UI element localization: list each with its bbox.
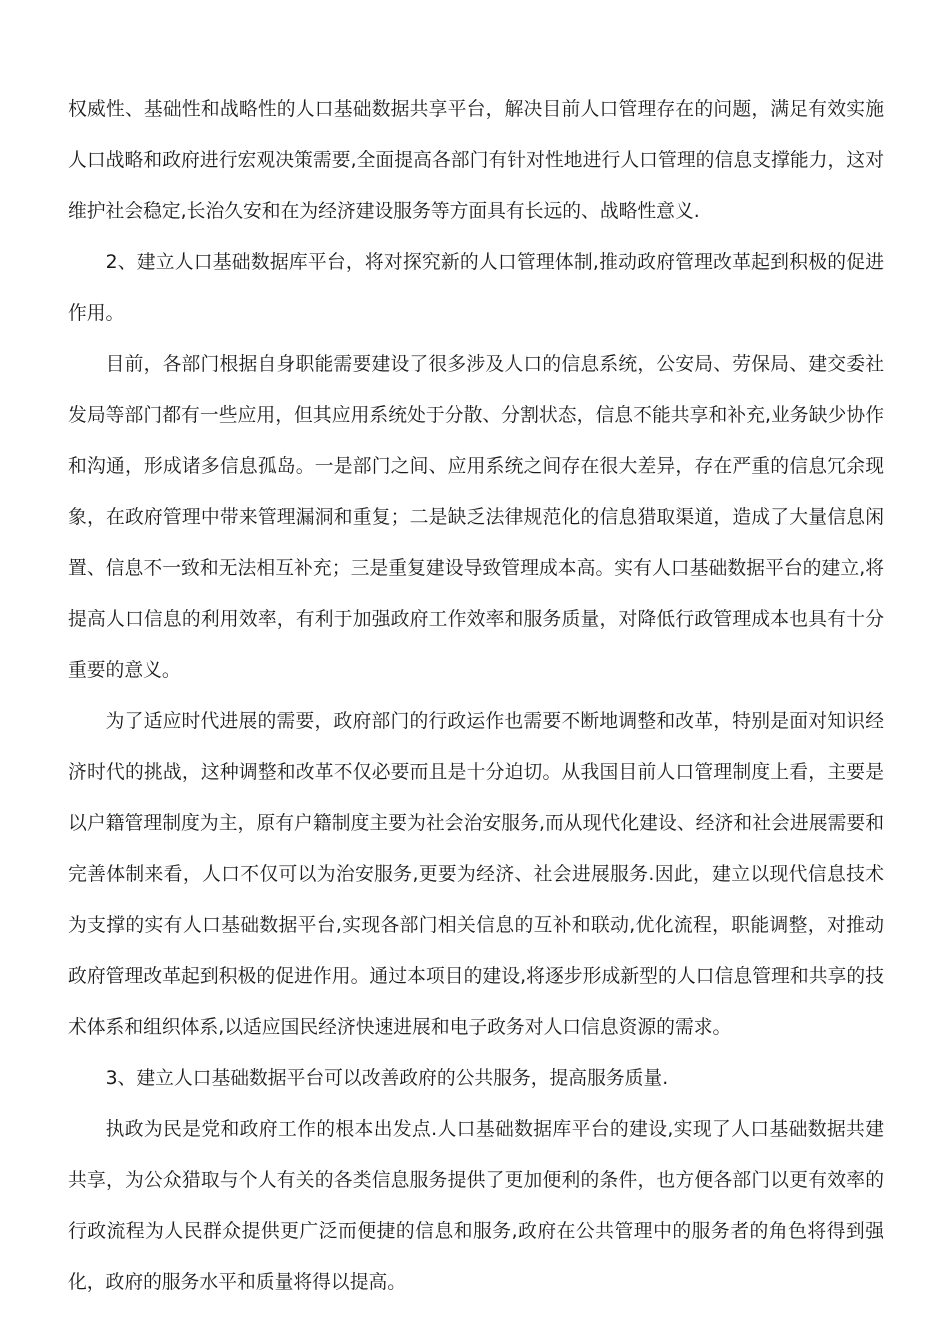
paragraph-continuation: 权威性、基础性和战略性的人口基础数据共享平台，解决目前人口管理存在的问题，满足有效实施人口战略和政府进行宏观决策需要,全面提高各部门有针对性地进行人口管理的信息支撑能力，这对维护社会稳定,长治久安和在为经济建设服务等方面具有长远的、战略性意义. bbox=[68, 99, 884, 222]
paragraph-point-2: 2、建立人口基础数据库平台，将对探究新的人口管理体制,推动政府管理改革起到积极的促进作用。 bbox=[68, 252, 884, 324]
paragraph-public-service: 执政为民是党和政府工作的根本出发点.人口基础数据库平台的建设,实现了人口基础数据共建共享，为公众猎取与个人有关的各类信息服务提供了更加便利的条件，也方便各部门以更有效率的行政流程为人民群众提供更广泛而便捷的信息和服务,政府在公共管理中的服务者的角色将得到强化，政府的服务水平和质量将得以提高。 bbox=[68, 1119, 884, 1293]
paragraph-reform: 为了适应时代进展的需要，政府部门的行政运作也需要不断地调整和改革，特别是面对知识经济时代的挑战，这种调整和改革不仅必要而且是十分迫切。从我国目前人口管理制度上看，主要是以户籍管理制度为主，原有户籍制度主要为社会治安服务,而从现代化建设、经济和社会进展需要和完善体制来看，人口不仅可以为治安服务,更要为经济、社会进展服务.因此，建立以现代信息技术为支撑的实有人口基础数据平台,实现各部门相关信息的互补和联动,优化流程，职能调整，对推动政府管理改革起到积极的促进作用。通过本项目的建设,将逐步形成新型的人口信息管理和共享的技术体系和组织体系,以适应国民经济快速进展和电子政务对人口信息资源的需求。 bbox=[68, 711, 884, 1038]
paragraph-point-3: 3、建立人口基础数据平台可以改善政府的公共服务，提高服务质量. bbox=[105, 1068, 669, 1089]
paragraph-current-status: 目前，各部门根据自身职能需要建设了很多涉及人口的信息系统，公安局、劳保局、建交委社发局等部门都有一些应用，但其应用系统处于分散、分割状态，信息不能共享和补充,业务缺少协作和沟通，形成诸多信息孤岛。一是部门之间、应用系统之间存在很大差异，存在严重的信息冗余现象，在政府管理中带来管理漏洞和重复；二是缺乏法律规范化的信息猎取渠道，造成了大量信息闲置、信息不一致和无法相互补充；三是重复建设导致管理成本高。实有人口基础数据平台的建立,将提高人口信息的利用效率，有利于加强政府工作效率和服务质量，对降低行政管理成本也具有十分重要的意义。 bbox=[68, 354, 884, 681]
document-body bbox=[68, 84, 884, 1308]
